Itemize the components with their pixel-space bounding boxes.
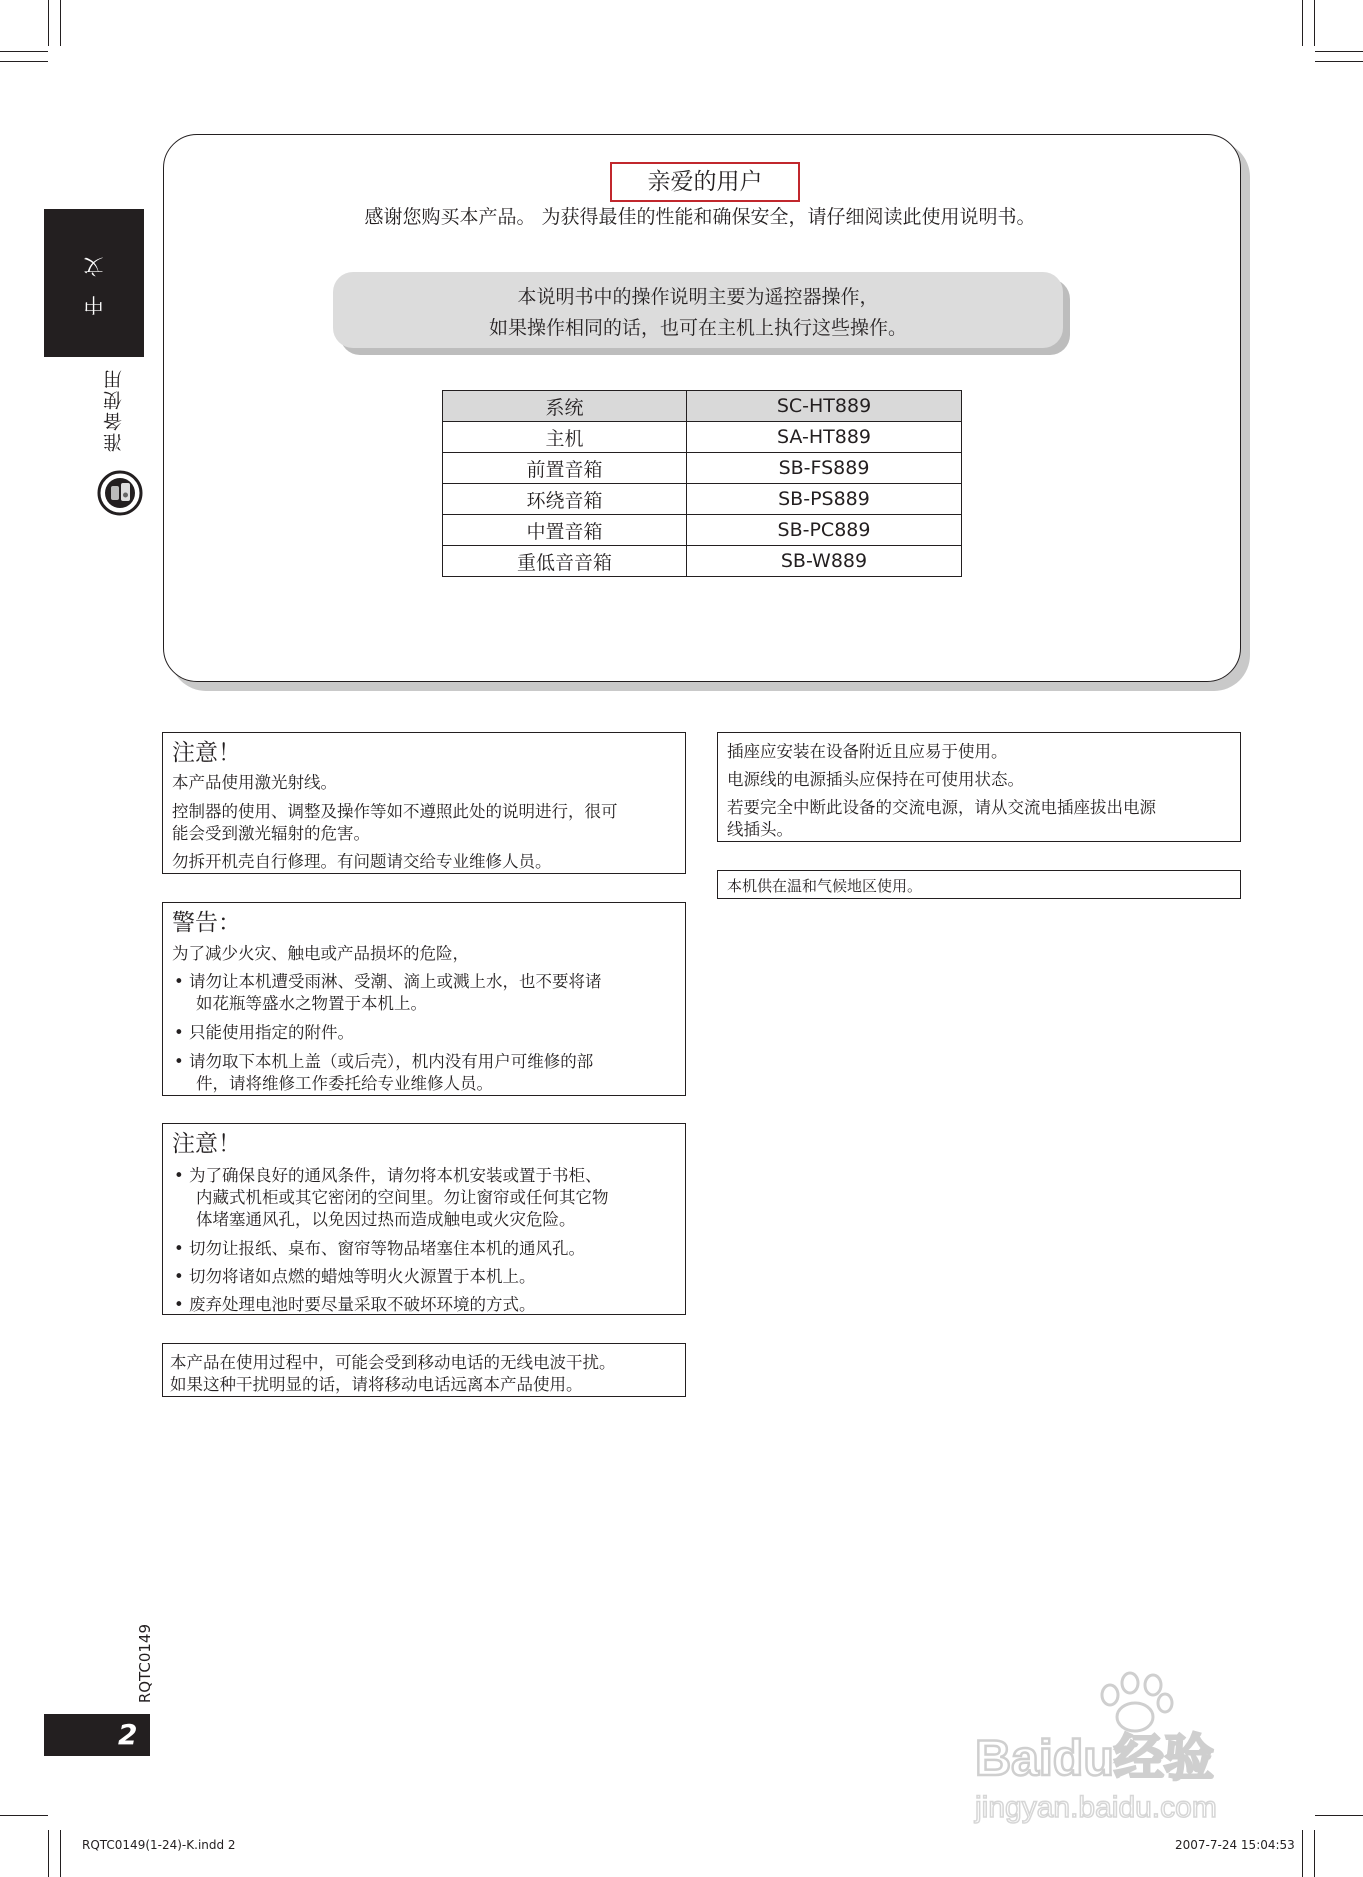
language-tab (44, 209, 144, 357)
model-code: SB-PC889 (687, 515, 962, 546)
warning-line: 件，请将维修工作委托给专业维修人员。 (196, 1074, 493, 1093)
section-label: 准备使用 (103, 368, 125, 452)
caution-bullet: • 切勿将诸如点燃的蜡烛等明火火源置于本机上。 (174, 1267, 536, 1286)
warning-line: 如花瓶等盛水之物置于本机上。 (196, 994, 427, 1013)
footer-timestamp: 2007-7-24 15:04:53 (1175, 1838, 1295, 1852)
model-code: SA-HT889 (687, 422, 962, 453)
crop-mark (1302, 0, 1303, 46)
model-code: SC-HT889 (687, 391, 962, 422)
caution-line: 内藏式机柜或其它密闭的空间里。勿让窗帘或任何其它物 (196, 1188, 609, 1207)
watermark-url: jingyan.baidu.com (975, 1791, 1217, 1824)
caution-line: 控制器的使用、调整及操作等如不遵照此处的说明进行，很可 (172, 802, 618, 821)
table-row (443, 484, 962, 515)
language-label: 中 文 (83, 251, 107, 316)
model-code: SB-FS889 (687, 453, 962, 484)
model-name: 重低音音箱 (443, 546, 687, 577)
power-notice-line: 若要完全中断此设备的交流电源，请从交流电插座拔出电源 (727, 798, 1156, 817)
table-row (443, 546, 962, 577)
crop-mark (1314, 1830, 1315, 1877)
crop-mark (1315, 51, 1363, 52)
footer-file-name: RQTC0149(1-24)-K.indd 2 (82, 1838, 236, 1852)
model-name: 主机 (443, 422, 687, 453)
caution-line: 勿拆开机壳自行修理。有问题请交给专业维修人员。 (172, 852, 552, 871)
crop-mark (1314, 0, 1315, 46)
table-row (443, 422, 962, 453)
crop-mark (60, 0, 61, 46)
speaker-icon (97, 470, 143, 516)
crop-mark (1302, 1830, 1303, 1877)
caution-line: 能会受到激光辐射的危害。 (172, 824, 370, 843)
table-row (443, 515, 962, 546)
warning-line: 为了减少火灾、触电或产品损坏的危险， (172, 944, 469, 963)
model-name: 系统 (443, 391, 687, 422)
model-code: SB-W889 (687, 546, 962, 577)
caution-bullet: • 切勿让报纸、桌布、窗帘等物品堵塞住本机的通风孔。 (174, 1239, 585, 1258)
warning-bullet: • 只能使用指定的附件。 (174, 1023, 354, 1042)
intro-text: 感谢您购买本产品。 为获得最佳的性能和确保安全，请仔细阅读此使用说明书。 (364, 206, 1036, 228)
table-row (443, 391, 962, 422)
crop-mark (48, 0, 49, 46)
caution-bullet: • 为了确保良好的通风条件，请勿将本机安装或置于书柜、 (174, 1166, 602, 1185)
crop-mark (0, 1815, 48, 1816)
climate-notice-text: 本机供在温和气候地区使用。 (727, 877, 923, 895)
page-title: 亲爱的用户 (610, 162, 800, 202)
caution-title: 注意！ (172, 1131, 241, 1157)
watermark-brand: Baidu经验 (975, 1730, 1214, 1786)
caution-bullet: • 废弃处理电池时要尽量采取不破坏环境的方式。 (174, 1295, 536, 1314)
power-notice-line: 线插头。 (727, 820, 793, 839)
power-notice-line: 插座应安装在设备附近且应易于使用。 (727, 742, 1008, 761)
caution-line: 本产品使用激光射线。 (172, 773, 337, 792)
remote-note-line: 本说明书中的操作说明主要为遥控器操作， (517, 286, 879, 308)
crop-mark (0, 61, 48, 62)
crop-mark (48, 1830, 49, 1877)
warning-title: 警告： (172, 910, 241, 936)
crop-mark (0, 51, 48, 52)
model-table (442, 390, 962, 577)
interference-line: 本产品在使用过程中，可能会受到移动电话的无线电波干扰。 (170, 1353, 616, 1372)
model-name: 前置音箱 (443, 453, 687, 484)
crop-mark (1315, 1815, 1363, 1816)
caution-title: 注意！ (172, 740, 241, 766)
document-code: RQTC0149 (136, 1624, 154, 1704)
remote-note-line: 如果操作相同的话，也可在主机上执行这些操作。 (488, 317, 907, 339)
model-name: 中置音箱 (443, 515, 687, 546)
table-row (443, 453, 962, 484)
caution-line: 体堵塞通风孔，以免因过热而造成触电或火灾危险。 (196, 1210, 576, 1229)
crop-mark (1315, 61, 1363, 62)
baidu-watermark (965, 1665, 1285, 1825)
model-code: SB-PS889 (687, 484, 962, 515)
warning-bullet: • 请勿取下本机上盖（或后壳），机内没有用户可维修的部 (174, 1052, 594, 1071)
crop-mark (60, 1830, 61, 1877)
warning-bullet: • 请勿让本机遭受雨淋、受潮、滴上或溅上水，也不要将诸 (174, 972, 602, 991)
model-name: 环绕音箱 (443, 484, 687, 515)
page-number: 2 (118, 1718, 138, 1751)
interference-line: 如果这种干扰明显的话，请将移动电话远离本产品使用。 (170, 1375, 583, 1394)
power-notice-line: 电源线的电源插头应保持在可使用状态。 (727, 770, 1024, 789)
